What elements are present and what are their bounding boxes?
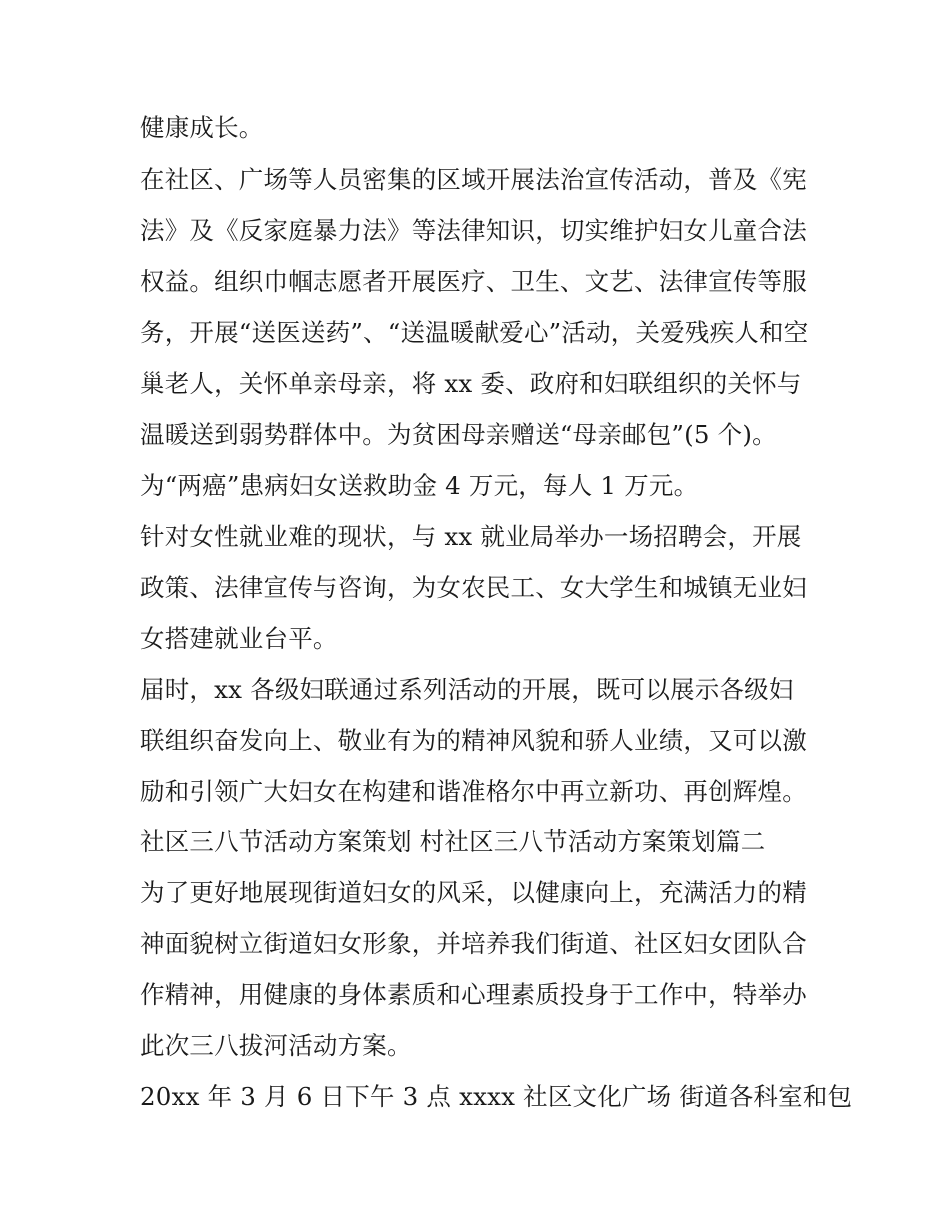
text-line: 在社区、广场等人员密集的区域开展法治宣传活动，普及《宪 bbox=[140, 165, 807, 194]
text-line: 温暖送到弱势群体中。为贫困母亲赠送“母亲邮包”(5 个)。 bbox=[140, 420, 777, 449]
text-line: 权益。组织巾帼志愿者开展医疗、卫生、文艺、法律宣传等服 bbox=[140, 267, 807, 296]
text-line: 届时，xx 各级妇联通过系列活动的开展，既可以展示各级妇 bbox=[140, 675, 794, 704]
text-line: 政策、法律宣传与咨询，为女农民工、女大学生和城镇无业妇 bbox=[140, 573, 807, 602]
text-line: 巢老人，关怀单亲母亲，将 xx 委、政府和妇联组织的关怀与 bbox=[140, 369, 802, 398]
text-line: 此次三八拔河活动方案。 bbox=[140, 1031, 412, 1060]
text-line: 健康成长。 bbox=[140, 113, 264, 142]
text-line: 女搭建就业台平。 bbox=[140, 624, 338, 653]
text-line: 励和引领广大妇女在构建和谐准格尔中再立新功、再创辉煌。 bbox=[140, 777, 807, 806]
text-line: 法》及《反家庭暴力法》等法律知识，切实维护妇女儿童合法 bbox=[140, 216, 807, 245]
text-line: 作精神，用健康的身体素质和心理素质投身于工作中，特举办 bbox=[140, 980, 807, 1009]
section-heading: 社区三八节活动方案策划 村社区三八节活动方案策划篇二 bbox=[140, 827, 766, 856]
text-line: 为“两癌”患病妇女送救助金 4 万元，每人 1 万元。 bbox=[140, 471, 699, 500]
text-line: 务，开展“送医送药”、“送温暖献爱心”活动，关爱残疾人和空 bbox=[140, 318, 809, 347]
text-line: 20xx 年 3 月 6 日下午 3 点 xxxx 社区文化广场 街道各科室和包 bbox=[140, 1082, 853, 1111]
text-line: 联组织奋发向上、敬业有为的精神风貌和骄人业绩，又可以激 bbox=[140, 726, 807, 755]
text-line: 为了更好地展现街道妇女的风采，以健康向上，充满活力的精 bbox=[140, 878, 807, 907]
text-line: 针对女性就业难的现状，与 xx 就业局举办一场招聘会，开展 bbox=[140, 522, 802, 551]
text-line: 神面貌树立街道妇女形象，并培养我们街道、社区妇女团队合 bbox=[140, 929, 807, 958]
